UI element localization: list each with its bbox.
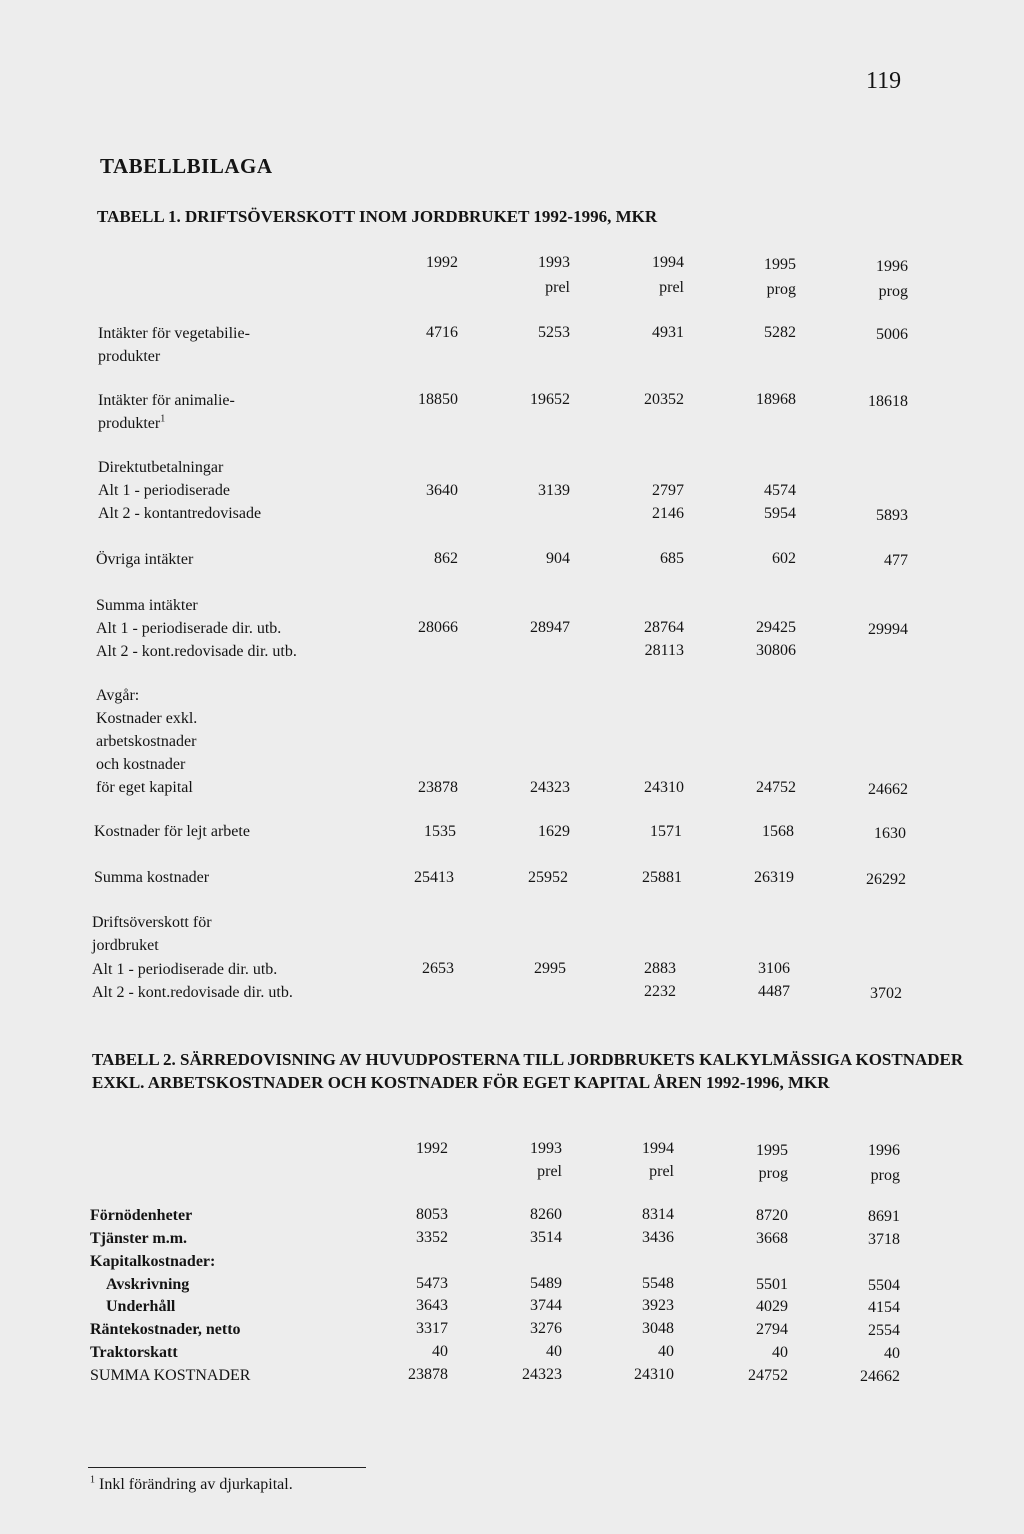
t1-cell: 24323 [530,779,570,796]
t2-cell: 3718 [868,1231,900,1248]
t1-row-label: Alt 2 - kont.redovisade dir. utb. [92,984,293,1001]
t1-cell: 4574 [764,482,796,499]
t2-cell: 40 [658,1343,674,1360]
page-number: 119 [866,68,902,94]
t2-cell: 40 [772,1344,788,1361]
t1-cell: 19652 [530,391,570,408]
t1-cell: 28113 [644,642,684,659]
t2-cell: 8720 [756,1207,788,1224]
t1-cell: 2232 [644,983,676,1000]
t2-row-label: Förnödenheter [90,1207,193,1224]
t1-cell: 2797 [652,482,684,499]
t1-cell: 2146 [652,505,684,522]
t2-sub-1996: prog [870,1167,900,1184]
t2-year-1993: 1993 [530,1140,562,1157]
footnote-marker: 1 [90,1474,95,1486]
t1-sub-1996: prog [878,283,908,300]
t2-cell: 24310 [634,1366,674,1383]
t1-row-label: Alt 2 - kontantredovisade [98,505,262,522]
footnote-rule [88,1467,366,1468]
t1-cell: 5954 [764,505,796,522]
t1-cell: 1535 [424,823,456,840]
t2-cell: 4154 [868,1299,900,1316]
t1-cell: 24662 [868,781,908,798]
t1-cell: 18968 [756,391,796,408]
t2-cell: 5473 [416,1275,448,1292]
t2-year-1996: 1996 [868,1142,900,1159]
t1-cell: 2995 [534,960,566,977]
t2-cell: 40 [884,1345,900,1362]
t1-sub-1994: prel [659,279,684,296]
t1-cell: 1571 [650,823,682,840]
t2-cell: 5504 [868,1277,900,1294]
t2-cell: 40 [432,1343,448,1360]
t1-row-label: Alt 1 - periodiserade dir. utb. [96,620,282,637]
t1-cell: 5006 [876,326,908,343]
t1-row-label: Kostnader för lejt arbete [94,823,250,840]
t1-year-1996: 1996 [876,258,908,275]
t1-cell: 1629 [538,823,570,840]
t1-cell: 24310 [644,779,684,796]
t1-cell: 4716 [426,324,458,341]
t2-year-1992: 1992 [416,1140,448,1157]
t1-year-1995: 1995 [764,256,796,273]
t1-cell: 904 [546,550,570,567]
t2-cell: 4029 [756,1298,788,1315]
t2-row-label: Underhåll [106,1298,176,1315]
t1-cell: 25881 [642,869,682,886]
table1-title: TABELL 1. DRIFTSÖVERSKOTT INOM JORDBRUKET 1992-1996, MKR [97,207,658,226]
t1-sub-1993: prel [545,279,570,296]
t1-year-1994: 1994 [652,254,684,271]
t1-row-label: Summa intäkter [96,597,198,614]
t1-row-label: Summa kostnader [94,869,210,886]
t2-cell: 3352 [416,1229,448,1246]
t2-sub-1995: prog [758,1165,788,1182]
t2-cell: 3744 [530,1297,562,1314]
appendix-title: TABELLBILAGA [100,154,273,178]
t1-cell: 28764 [644,619,684,636]
t2-cell: 3276 [530,1320,562,1337]
t1-cell: 28947 [530,619,570,636]
t1-cell: 5282 [764,324,796,341]
t1-cell: 25952 [528,869,568,886]
t1-row-label: Alt 2 - kont.redovisade dir. utb. [96,643,297,660]
t1-cell: 685 [660,550,684,567]
t1-year-1993: 1993 [538,254,570,271]
footnote: $^1$ Inkl förändring av djurkapital. [90,1474,293,1493]
t1-cell: 477 [884,552,908,569]
t2-cell: 3923 [642,1297,674,1314]
t2-cell: 8314 [642,1206,674,1223]
t1-row-label: Driftsöverskott för jordbruket [92,914,212,954]
t2-row-label: Avskrivning [106,1276,190,1293]
t2-year-1995: 1995 [756,1142,788,1159]
t2-cell: 3048 [642,1320,674,1337]
t1-sub-1995: prog [766,281,796,298]
t2-cell: 40 [546,1343,562,1360]
t2-row-label: SUMMA KOSTNADER [90,1367,251,1384]
t2-cell: 8691 [868,1208,900,1225]
t1-cell: 4931 [652,324,684,341]
t1-cell: 862 [434,550,458,567]
t1-cell: 29994 [868,621,908,638]
t1-cell: 3106 [758,960,790,977]
t1-row-label: Intäkter för animalie- produkter$^1$ [98,392,235,432]
t2-cell: 3514 [530,1229,562,1246]
t2-cell: 3643 [416,1297,448,1314]
t1-cell: 2653 [422,960,454,977]
t1-row-label: Avgår: Kostnader exkl. arbetskostnader och kostnader för eget kapital [96,687,198,796]
t2-row-label: Traktorskatt [90,1344,178,1361]
t2-sub-1993: prel [537,1163,562,1180]
t1-cell: 3139 [538,482,570,499]
table2-title: TABELL 2. SÄRREDOVISNING AV HUVUDPOSTERNA TILL JORDBRUKETS KALKYLMÄSSIGA KOSTNADER EXKL. ARBETSKOSTNADER OCH KOSTNADER FÖR EGET KAPITAL ÅREN 1992-1996, MKR [92,1050,964,1092]
t1-cell: 18850 [418,391,458,408]
t1-cell: 2883 [644,960,676,977]
t1-cell: 24752 [756,779,796,796]
t2-sub-1994: prel [649,1163,674,1180]
t1-cell: 3702 [870,985,902,1002]
t1-cell: 26319 [754,869,794,886]
t2-cell: 5489 [530,1275,562,1292]
t2-cell: 24323 [522,1366,562,1383]
t2-row-label: Kapitalkostnader: [90,1253,216,1270]
t2-cell: 23878 [408,1366,448,1383]
t2-cell: 2554 [868,1322,900,1339]
t1-cell: 1568 [762,823,794,840]
t1-year-1992: 1992 [426,254,458,271]
t1-cell: 5253 [538,324,570,341]
t2-cell: 8260 [530,1206,562,1223]
t2-row-label: Tjänster m.m. [90,1230,188,1247]
t1-row-label: Alt 1 - periodiserade dir. utb. [92,961,278,978]
t2-cell: 3436 [642,1229,674,1246]
t2-cell: 5548 [642,1275,674,1292]
t1-cell: 23878 [418,779,458,796]
t1-cell: 29425 [756,619,796,636]
t1-cell: 20352 [644,391,684,408]
t1-row-label: Alt 1 - periodiserade [98,482,230,499]
t2-cell: 3668 [756,1230,788,1247]
t1-row-label: Övriga intäkter [96,551,194,568]
t1-row-label: Direktutbetalningar [98,459,224,476]
t1-cell: 18618 [868,393,908,410]
t1-cell: 3640 [426,482,458,499]
t2-year-1994: 1994 [642,1140,674,1157]
t1-cell: 4487 [758,983,790,1000]
t2-cell: 8053 [416,1206,448,1223]
t1-cell: 5893 [876,507,908,524]
t1-row-label: Intäkter för vegetabilie- produkter [98,325,250,365]
t2-cell: 24752 [748,1367,788,1384]
t1-cell: 26292 [866,871,906,888]
t2-row-label: Räntekostnader, netto [90,1321,241,1338]
t1-cell: 1630 [874,825,906,842]
t2-cell: 24662 [860,1368,900,1385]
t1-cell: 28066 [418,619,458,636]
t2-cell: 5501 [756,1276,788,1293]
t1-cell: 602 [772,550,796,567]
t1-cell: 25413 [414,869,454,886]
footnote-marker: 1 [160,413,166,425]
t1-cell: 30806 [756,642,796,659]
t2-cell: 3317 [416,1320,448,1337]
t2-cell: 2794 [756,1321,788,1338]
